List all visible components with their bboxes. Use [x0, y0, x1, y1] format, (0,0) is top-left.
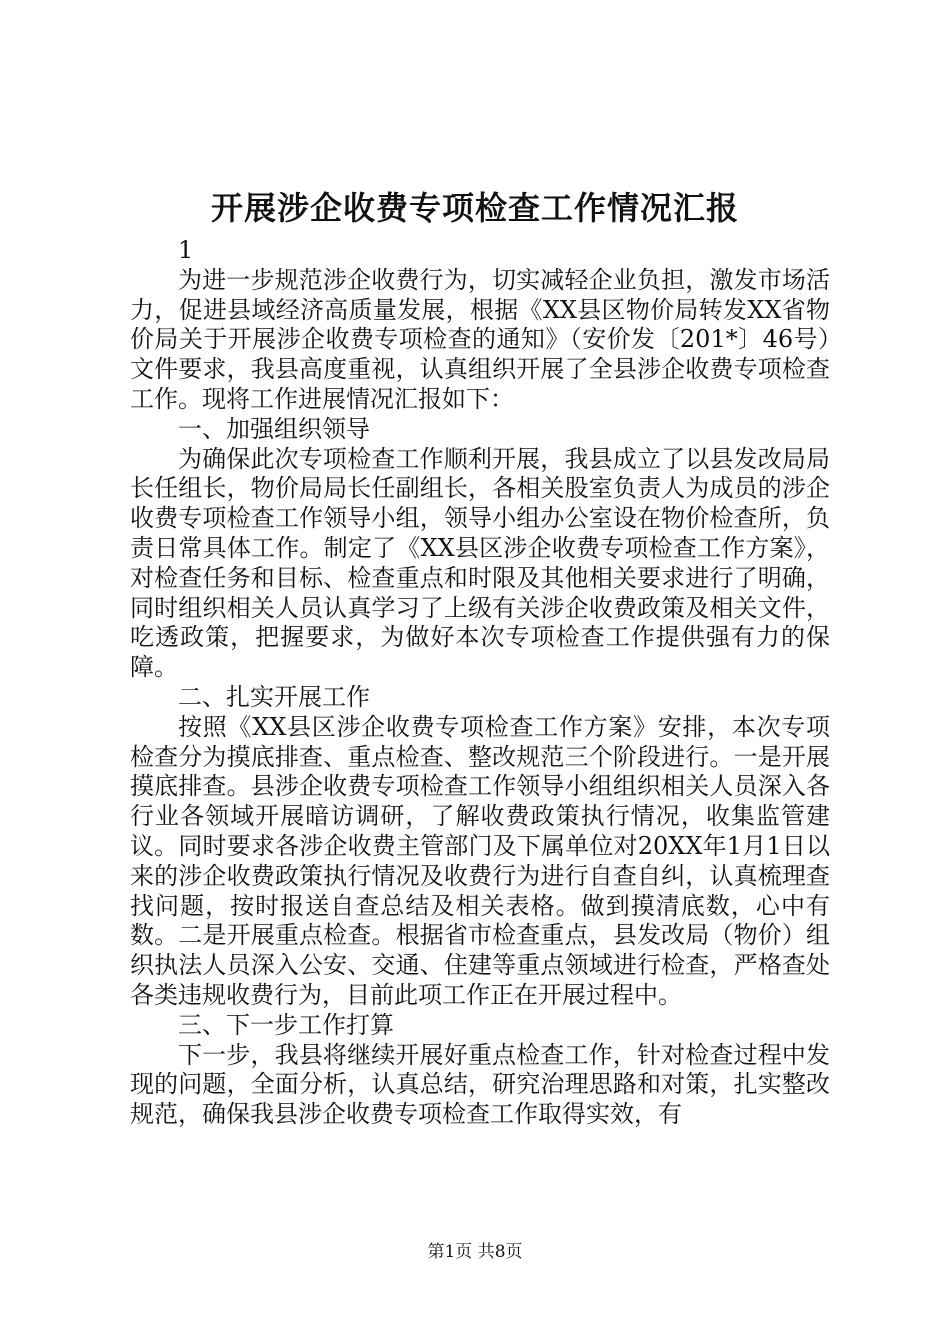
page-footer: 第1页 共8页: [427, 1242, 523, 1262]
intro-paragraph: 为进一步规范涉企收费行为，切实减轻企业负担，激发市场活力，促进县域经济高质量发展，根据《XX县区物价局转发XX省物价局关于开展涉企收费专项检查的通知》（安价发〔201*〕46号）文件要求，我县高度重视，认真组织开展了全县涉企收费专项检查工作。现将工作进展情况汇报如下：: [130, 265, 830, 413]
section-heading-1: 一、加强组织领导: [178, 414, 370, 443]
section-1-paragraph: 为确保此次专项检查工作顺利开展，我县成立了以县发改局局长任组长，物价局局长任副组长，各相关股室负责人为成员的涉企收费专项检查工作领导小组，领导小组办公室设在物价检查所，负责日常具体工作。制定了《XX县区涉企收费专项检查工作方案》，对检查任务和目标、检查重点和时限及其他相关要求进行了明确，同时组织相关人员认真学习了上级有关涉企收费政策及相关文件，吃透政策，把握要求，为做好本次专项检查工作提供强有力的保障。: [130, 444, 830, 682]
section-3-paragraph: 下一步，我县将继续开展好重点检查工作，针对检查过程中发现的问题，全面分析，认真总结，研究治理思路和对策，扎实整改规范，确保我县涉企收费专项检查工作取得实效，有: [130, 1040, 830, 1129]
document-body: [130, 236, 830, 1130]
document-title: 开展涉企收费专项检查工作情况汇报: [210, 189, 739, 227]
page-number-marker: 1: [178, 236, 194, 264]
section-2-paragraph: 按照《XX县区涉企收费专项检查工作方案》安排，本次专项检查分为摸底排查、重点检查、整改规范三个阶段进行。一是开展摸底排查。县涉企收费专项检查工作领导小组组织相关人员深入各行业各领域开展暗访调研，了解收费政策执行情况，收集监管建议。同时要求各涉企收费主管部门及下属单位对20XX年1月1日以来的涉企收费政策执行情况及收费行为进行自查自纠，认真梳理查找问题，按时报送自查总结及相关表格。做到摸清底数，心中有数。二是开展重点检查。根据省市检查重点，县发改局（物价）组织执法人员深入公安、交通、住建等重点领域进行检查，严格查处各类违规收费行为，目前此项工作正在开展过程中。: [130, 712, 830, 1009]
section-heading-3: 三、下一步工作打算: [178, 1010, 394, 1039]
section-heading-2: 二、扎实开展工作: [178, 682, 370, 711]
